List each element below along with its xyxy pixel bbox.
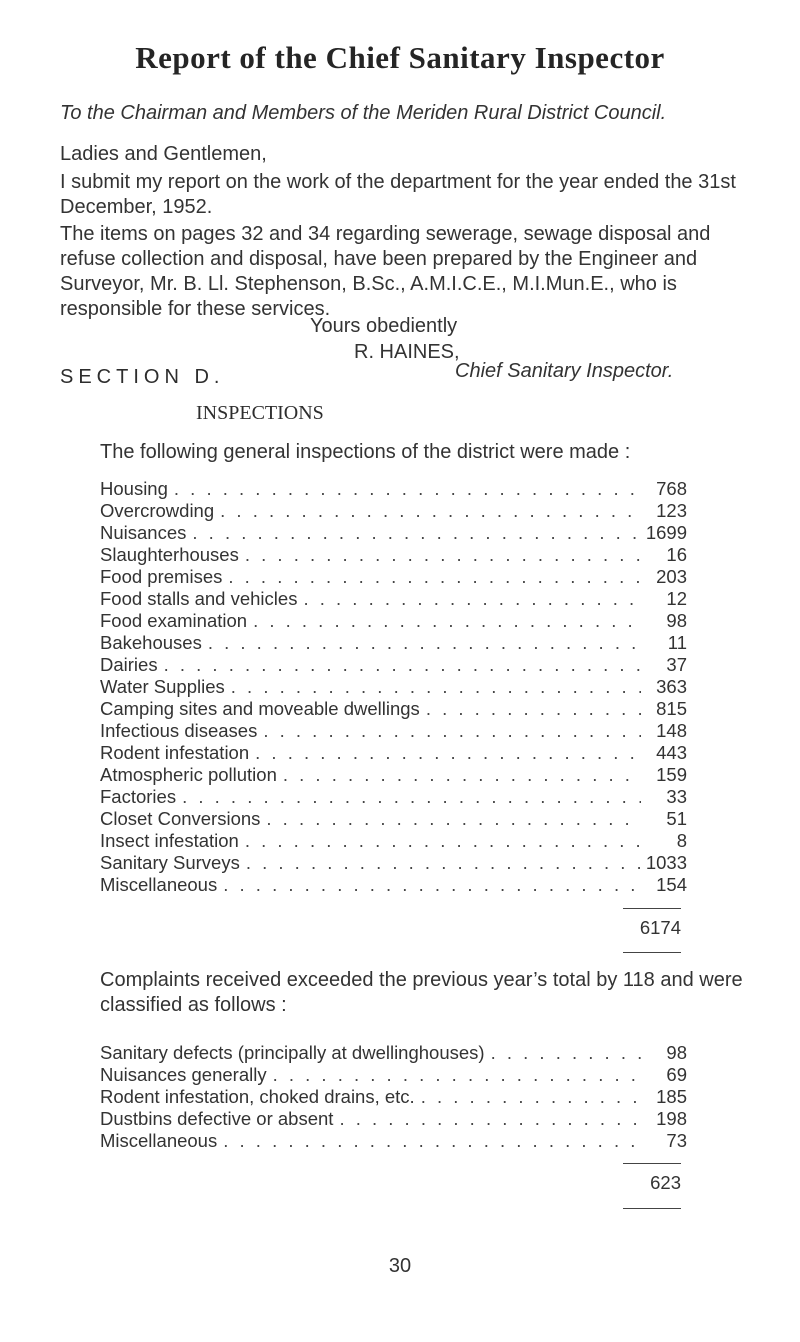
leader-dots bbox=[246, 852, 640, 874]
leader-dots bbox=[223, 1130, 641, 1152]
list-item bbox=[100, 588, 687, 610]
list-item-value: 123 bbox=[656, 500, 687, 521]
list-item bbox=[100, 676, 687, 698]
list-item-value: 1699 bbox=[645, 522, 687, 543]
complaints-list bbox=[100, 1042, 687, 1152]
list-item bbox=[100, 522, 687, 544]
paragraph-intro bbox=[60, 170, 740, 220]
list-item-value: 11 bbox=[667, 632, 687, 653]
list-item-label: Miscellaneous bbox=[100, 1130, 218, 1151]
list-item-value: 815 bbox=[656, 698, 687, 719]
list-item bbox=[100, 610, 687, 632]
list-item-value: 8 bbox=[676, 830, 687, 851]
list-item bbox=[100, 1086, 687, 1108]
list-item-label: Atmospheric pollution bbox=[100, 764, 277, 785]
leader-dots bbox=[255, 742, 641, 764]
leader-dots bbox=[182, 786, 641, 808]
leader-dots bbox=[164, 654, 641, 676]
leader-dots bbox=[421, 1086, 641, 1108]
total-rule-bottom bbox=[623, 952, 681, 953]
list-item bbox=[100, 1042, 687, 1064]
signatory-name: R. HAINES, bbox=[354, 341, 460, 363]
leader-dots bbox=[231, 676, 641, 698]
list-item bbox=[100, 786, 687, 808]
list-item bbox=[100, 698, 687, 720]
list-item bbox=[100, 478, 687, 500]
complaints-rule-top bbox=[623, 1163, 681, 1164]
list-item-value: 16 bbox=[666, 544, 687, 565]
list-item-value: 37 bbox=[666, 654, 687, 675]
leader-dots bbox=[273, 1064, 641, 1086]
leader-dots bbox=[266, 808, 641, 830]
list-item bbox=[100, 654, 687, 676]
list-item-label: Factories bbox=[100, 786, 177, 807]
leader-dots bbox=[339, 1108, 641, 1130]
list-item bbox=[100, 566, 687, 588]
inspections-total: 6174 bbox=[639, 917, 681, 938]
list-item-value: 185 bbox=[656, 1086, 687, 1107]
list-item-value: 51 bbox=[666, 808, 687, 829]
list-item-value: 154 bbox=[656, 874, 687, 895]
list-item bbox=[100, 742, 687, 764]
leader-dots bbox=[303, 588, 641, 610]
list-item-value: 203 bbox=[656, 566, 687, 587]
list-item-value: 443 bbox=[656, 742, 687, 763]
addressee: To the Chairman and Members of the Meriden Rural District Council. bbox=[60, 102, 667, 124]
list-item-label: Insect infestation bbox=[100, 830, 239, 851]
list-item-value: 198 bbox=[656, 1108, 687, 1129]
list-item bbox=[100, 830, 687, 852]
leader-dots bbox=[283, 764, 641, 786]
report-title: Report of the Chief Sanitary Inspector bbox=[135, 40, 665, 75]
list-item bbox=[100, 852, 687, 874]
total-rule-top bbox=[623, 908, 681, 909]
leader-dots bbox=[263, 720, 641, 742]
list-item-label: Sanitary defects (principally at dwellinghouses) bbox=[100, 1042, 485, 1063]
list-item-label: Slaughterhouses bbox=[100, 544, 239, 565]
list-item-label: Nuisances generally bbox=[100, 1064, 267, 1085]
list-item bbox=[100, 632, 687, 654]
list-item-label: Dairies bbox=[100, 654, 158, 675]
list-item-label: Closet Conversions bbox=[100, 808, 261, 829]
list-item-value: 73 bbox=[666, 1130, 687, 1151]
list-item-label: Camping sites and moveable dwellings bbox=[100, 698, 420, 719]
list-item-label: Nuisances bbox=[100, 522, 187, 543]
inspections-heading: INSPECTIONS bbox=[196, 402, 324, 424]
list-item-label: Bakehouses bbox=[100, 632, 202, 653]
list-item-label: Sanitary Surveys bbox=[100, 852, 240, 873]
leader-dots bbox=[174, 478, 641, 500]
list-item-label: Infectious diseases bbox=[100, 720, 258, 741]
list-item bbox=[100, 874, 687, 896]
list-item-value: 1033 bbox=[645, 852, 687, 873]
inspections-intro: The following general inspections of the district were made : bbox=[100, 441, 631, 463]
list-item bbox=[100, 1108, 687, 1130]
list-item-value: 33 bbox=[666, 786, 687, 807]
leader-dots bbox=[228, 566, 641, 588]
list-item-value: 98 bbox=[666, 610, 687, 631]
leader-dots bbox=[253, 610, 641, 632]
list-item bbox=[100, 764, 687, 786]
list-item bbox=[100, 500, 687, 522]
list-item-value: 12 bbox=[666, 588, 687, 609]
list-item-label: Rodent infestation bbox=[100, 742, 250, 763]
signatory-role: Chief Sanitary Inspector. bbox=[455, 360, 674, 382]
list-item-value: 148 bbox=[656, 720, 687, 741]
paragraph-intro-text: I submit my report on the work of the department for the year ended the 31st December, 1952. bbox=[60, 171, 736, 218]
closing: Yours obediently bbox=[310, 315, 458, 337]
list-item-value: 98 bbox=[666, 1042, 687, 1063]
list-item-value: 159 bbox=[656, 764, 687, 785]
list-item-label: Food examination bbox=[100, 610, 248, 631]
list-item-value: 363 bbox=[656, 676, 687, 697]
leader-dots bbox=[426, 698, 641, 720]
section-label: SECTION D. bbox=[60, 366, 225, 388]
list-item bbox=[100, 544, 687, 566]
list-item-label: Dustbins defective or absent bbox=[100, 1108, 334, 1129]
leader-dots bbox=[491, 1042, 641, 1064]
list-item-value: 69 bbox=[666, 1064, 687, 1085]
complaints-intro: Complaints received exceeded the previous year’s total by 118 and were classified as follows : bbox=[100, 969, 743, 1016]
list-item-label: Water Supplies bbox=[100, 676, 225, 697]
list-item-label: Overcrowding bbox=[100, 500, 215, 521]
list-item-label: Rodent infestation, choked drains, etc. bbox=[100, 1086, 415, 1107]
list-item bbox=[100, 1130, 687, 1152]
paragraph-services-text: The items on pages 32 and 34 regarding sewerage, sewage disposal and refuse collection and disposal, have been prepared by the Engineer and Surveyor, Mr. B. Ll. Stephenson, B.Sc., A.M.I.C.E., M.I.Mun.E., who is responsible for these services. bbox=[60, 223, 711, 320]
complaints-total: 623 bbox=[650, 1172, 681, 1193]
list-item bbox=[100, 1064, 687, 1086]
list-item bbox=[100, 720, 687, 742]
complaints-intro-block bbox=[100, 968, 780, 1018]
list-item bbox=[100, 808, 687, 830]
list-item-label: Miscellaneous bbox=[100, 874, 218, 895]
leader-dots bbox=[192, 522, 639, 544]
list-item-label: Food premises bbox=[100, 566, 223, 587]
inspections-list bbox=[100, 478, 687, 896]
paragraph-services bbox=[60, 222, 740, 322]
leader-dots bbox=[220, 500, 641, 522]
list-item-label: Food stalls and vehicles bbox=[100, 588, 298, 609]
list-item-value: 768 bbox=[656, 478, 687, 499]
leader-dots bbox=[208, 632, 641, 654]
leader-dots bbox=[245, 830, 641, 852]
page-number: 30 bbox=[388, 1255, 412, 1277]
leader-dots bbox=[223, 874, 641, 896]
greeting: Ladies and Gentlemen, bbox=[60, 143, 267, 165]
leader-dots bbox=[245, 544, 641, 566]
complaints-rule-bottom bbox=[623, 1208, 681, 1209]
list-item-label: Housing bbox=[100, 478, 168, 499]
